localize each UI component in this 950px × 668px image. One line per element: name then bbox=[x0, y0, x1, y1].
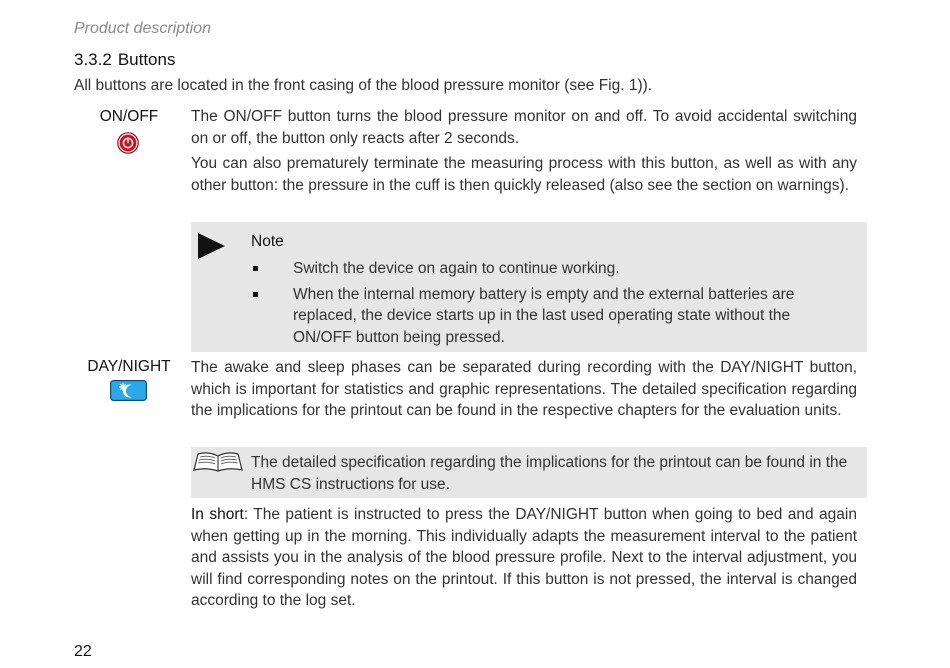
in-short-text: : The patient is instructed to press the DAY/NIGHT button when going to bed and again when getting up in the morning. This individually adapts the measurement interval to the patient and assists you in the analysis of the blood pressure profile. Next to the interval adjustment, you will find corresponding notes on the printout. If this button is not pressed, the interval is changed according to the log set. bbox=[191, 506, 857, 609]
power-button-icon bbox=[117, 132, 139, 154]
note-list bbox=[251, 258, 821, 352]
day-night-description: The awake and sleep phases can be separated during recording with the DAY/NIGHT button, which is important for statistics and graphic representations. The detailed specification regarding the implications for the printout can be found in the respective chapters for the evaluation units. bbox=[191, 359, 857, 419]
day-night-label: DAY/NIGHT bbox=[87, 358, 171, 375]
on-off-label: ON/OFF bbox=[99, 108, 159, 125]
arrow-right-icon bbox=[198, 233, 225, 259]
section-title: Buttons bbox=[117, 50, 176, 69]
section-number: 3.3.2 bbox=[74, 50, 112, 69]
in-short-paragraph bbox=[191, 504, 857, 612]
intro-text: All buttons are located in the front casing of the blood pressure monitor (see Fig. 1)). bbox=[74, 77, 653, 94]
open-book-icon bbox=[193, 451, 243, 473]
page-number: 22 bbox=[74, 643, 92, 660]
list-item bbox=[251, 258, 821, 280]
note-box bbox=[191, 222, 867, 352]
note-item-text: Switch the device on again to continue working. bbox=[293, 260, 620, 277]
on-off-description: The ON/OFF button turns the blood pressure monitor on and off. To avoid accidental switching on or off, the button only reacts after 2 seconds. bbox=[191, 108, 857, 147]
bullet-icon bbox=[253, 292, 258, 297]
in-short-lead: In short bbox=[191, 506, 244, 523]
running-header: Product description bbox=[74, 20, 211, 37]
reference-text: The detailed specification regarding the implications for the printout can be found in the HMS CS instructions for use. bbox=[251, 454, 848, 493]
note-item-text: When the internal memory battery is empty and the external batteries are replaced, the device starts up in the last used operating state without the ON/OFF button being pressed. bbox=[293, 285, 795, 346]
list-item bbox=[251, 284, 821, 349]
note-title: Note bbox=[251, 233, 284, 250]
section-heading bbox=[74, 50, 175, 70]
reference-box bbox=[191, 447, 867, 498]
bullet-icon bbox=[253, 266, 258, 271]
sun-moon-icon bbox=[110, 380, 147, 401]
on-off-terminate-description: You can also prematurely terminate the measuring process with this button, as well as with any other button: the pressure in the cuff is then quickly released (also see the section on warnings). bbox=[191, 155, 857, 194]
